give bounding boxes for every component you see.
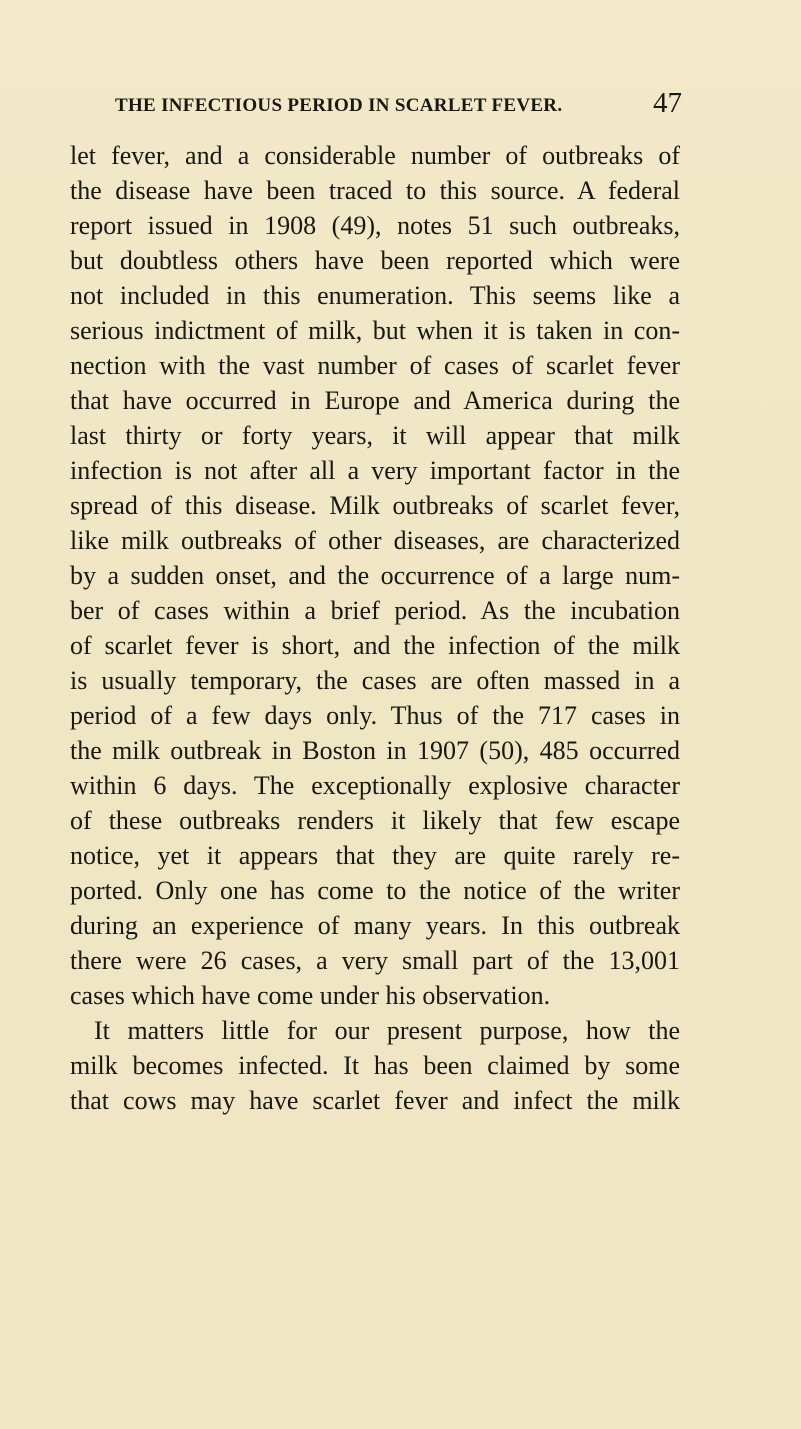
text-line: notice, yet it appears that they are quite rarely re- (70, 841, 680, 870)
text-line: last thirty or forty years, it will appear that milk (70, 421, 680, 450)
text-line: there were 26 cases, a very small part of the 13,001 (70, 946, 680, 975)
text-line: is usually temporary, the cases are often massed in a (70, 666, 680, 695)
text-line: of these outbreaks renders it likely that few escape (70, 806, 680, 835)
text-line: like milk outbreaks of other diseases, are characterized (70, 526, 680, 555)
text-line: period of a few days only. Thus of the 717 cases in (70, 701, 680, 730)
text-line: the milk outbreak in Boston in 1907 (50), 485 occurred (70, 736, 680, 765)
text-line: infection is not after all a very important factor in the (70, 456, 680, 485)
running-title: THE INFECTIOUS PERIOD IN SCARLET FEVER. (115, 95, 563, 116)
text-line: nection with the vast number of cases of scarlet fever (70, 351, 680, 380)
text-line: serious indictment of milk, but when it is taken in con- (70, 316, 680, 345)
paragraph-end-line: cases which have come under his observation. (70, 981, 551, 1010)
text-line: but doubtless others have been reported which were (70, 246, 680, 275)
text-line: that cows may have scarlet fever and infect the milk (70, 1086, 680, 1115)
text-line: ber of cases within a brief period. As the incubation (70, 596, 680, 625)
text-line: that have occurred in Europe and America during the (70, 386, 680, 415)
text-line: spread of this disease. Milk outbreaks of scarlet fever, (70, 491, 680, 520)
text-line: during an experience of many years. In this outbreak (70, 911, 680, 940)
text-line: report issued in 1908 (49), notes 51 such outbreaks, (70, 211, 680, 240)
body-text (70, 138, 680, 1118)
text-line: the disease have been traced to this source. A federal (70, 176, 680, 205)
text-line: let fever, and a considerable number of outbreaks of (70, 141, 680, 170)
text-line: of scarlet fever is short, and the infection of the milk (70, 631, 680, 660)
text-line: by a sudden onset, and the occurrence of a large num- (70, 561, 680, 590)
paragraph-start-line: It matters little for our present purpose, how the (94, 1016, 680, 1045)
text-line: milk becomes infected. It has been claimed by some (70, 1051, 680, 1080)
text-line: within 6 days. The exceptionally explosive character (70, 771, 680, 800)
running-head (115, 87, 682, 123)
page-number: 47 (653, 87, 682, 119)
text-line: ported. Only one has come to the notice of the writer (70, 876, 680, 905)
text-line: not included in this enumeration. This seems like a (70, 281, 680, 310)
